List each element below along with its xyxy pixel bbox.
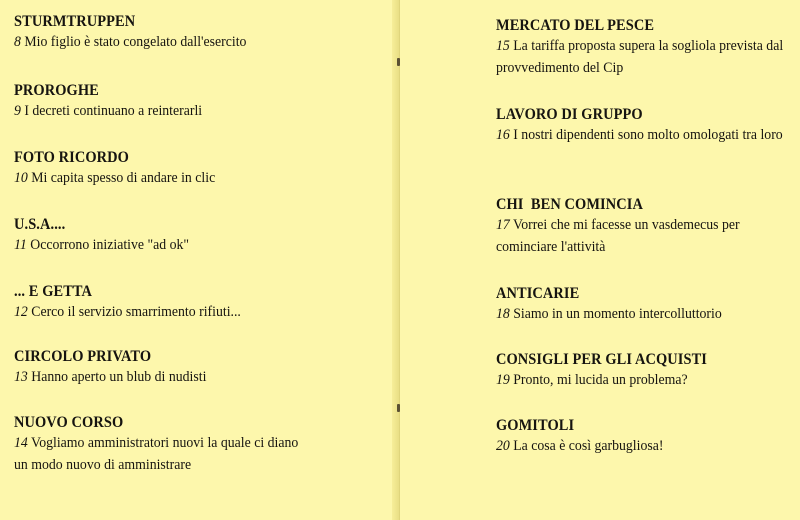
entry-text: Occorrono iniziative "ad ok" [30,237,190,253]
entry-title: ... E GETTA [14,283,93,300]
entry-text: Mi capita spesso di andare in clic [31,170,216,186]
entry-text: I decreti continuano a reinterarli [24,103,203,119]
entry-number: 8 [14,34,21,50]
entry-text-block [496,303,791,325]
entry-text: Mio figlio è stato congelato dall'esercito [24,34,247,50]
entry-number: 9 [14,103,21,119]
entry-title: PROROGHE [14,82,99,99]
entry-number: 19 [496,372,510,388]
entry-nuovo-corso [14,413,314,476]
entry-number: 12 [14,304,28,320]
entry-title: CHI BEN COMINCIA [496,196,643,213]
entry-text: Hanno aperto un blub di nudisti [31,369,207,385]
entry-title: CIRCOLO PRIVATO [14,348,152,365]
entry-text-block [14,100,312,122]
entry-text-block [14,167,312,189]
entry-title: U.S.A.... [14,216,66,233]
entry-number: 11 [14,237,27,253]
entry-text: Cerco il servizio smarrimento rifiuti... [31,304,241,320]
entry-text-block [496,35,791,79]
left-page [0,0,398,520]
entry-text: La tariffa proposta supera la sogliola prevista dal provvedimento del Cip [496,38,784,76]
entry-text-block [14,31,312,53]
entry-number: 17 [496,217,510,233]
entry-lavoro-di-gruppo [496,105,788,146]
entry-number: 16 [496,127,510,143]
entry-title: LAVORO DI GRUPPO [496,106,643,123]
entry-sturmtruppen [14,12,314,53]
entry-text-block [496,124,791,146]
left-entries [0,0,398,520]
entry-foto-ricordo [14,148,314,189]
entry-number: 18 [496,306,510,322]
entry-text-block [496,435,791,457]
entry-anticarie [496,284,788,325]
entry-e-getta [14,282,314,323]
right-entries [400,0,800,520]
entry-number: 15 [496,38,510,54]
entry-text-block [496,214,791,258]
entry-number: 10 [14,170,28,186]
entry-text: Vorrei che mi facesse un vasdemecus per cominciare l'attività [496,217,740,255]
entry-text: I nostri dipendenti sono molto omologati tra loro [513,127,783,143]
entry-circolo-privato [14,347,314,388]
entry-text: Vogliamo amministratori nuovi la quale ci diano un modo nuovo di amministrare [14,435,299,473]
entry-title: FOTO RICORDO [14,149,129,166]
entry-number: 14 [14,435,28,451]
entry-text-block [14,301,312,323]
entry-text-block [496,369,791,391]
entry-title: STURMTRUPPEN [14,13,136,30]
entry-text-block [14,366,312,388]
entry-title: NUOVO CORSO [14,414,124,431]
entry-consigli-per-gli-acquisti [496,350,788,391]
entry-title: MERCATO DEL PESCE [496,17,655,34]
entry-text: Siamo in un momento intercolluttorio [513,306,722,322]
entry-mercato-del-pesce [496,16,788,79]
entry-gomitoli [496,416,788,457]
entry-title: CONSIGLI PER GLI ACQUISTI [496,351,708,368]
entry-proroghe [14,81,314,122]
entry-text-block [14,432,312,476]
entry-text: Pronto, mi lucida un problema? [513,372,688,388]
entry-number: 13 [14,369,28,385]
entry-usa [14,215,314,256]
entry-text: La cosa è così garbugliosa! [513,438,664,454]
entry-title: ANTICARIE [496,285,580,302]
entry-title: GOMITOLI [496,417,575,434]
entry-text-block [14,234,312,256]
entry-chi-ben-comincia [496,195,788,258]
right-page [400,0,800,520]
entry-number: 20 [496,438,510,454]
